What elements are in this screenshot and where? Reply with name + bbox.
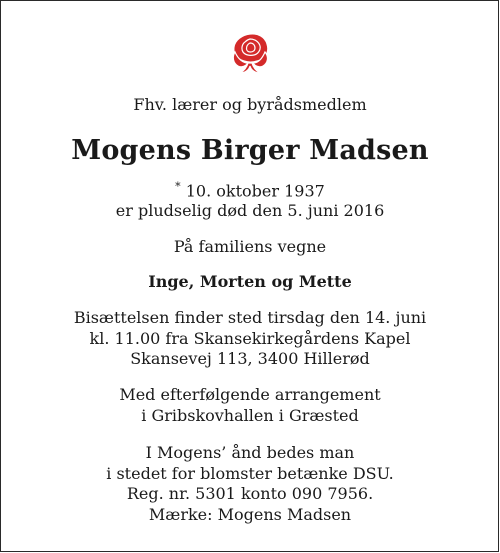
birth-date-text: 10. oktober 1937 bbox=[185, 181, 325, 201]
donation-line: I Mogens’ ånd bedes man bbox=[145, 443, 355, 462]
funeral-info bbox=[0, 308, 500, 370]
birth-date bbox=[0, 180, 500, 200]
rose-icon bbox=[227, 30, 273, 76]
funeral-line: kl. 11.00 fra Skansekirkegårdens Kapel bbox=[89, 328, 411, 348]
subtitle: Fhv. lærer og byrådsmedlem bbox=[133, 95, 367, 114]
donation-line: i stedet for blomster betænke DSU. bbox=[106, 463, 394, 483]
arrangement-line: i Gribskovhallen i Græsted bbox=[141, 405, 359, 425]
arrangement-line: Med efterfølgende arrangement bbox=[119, 385, 381, 404]
donation-info bbox=[0, 443, 500, 525]
donation-line: Reg. nr. 5301 konto 090 7956. bbox=[126, 484, 374, 503]
family-names: Inge, Morten og Mette bbox=[148, 272, 352, 291]
deceased-name: Mogens Birger Madsen bbox=[71, 135, 429, 166]
donation-line: Mærke: Mogens Madsen bbox=[148, 504, 352, 524]
on-behalf: På familiens vegne bbox=[173, 237, 327, 256]
birth-mark: * bbox=[175, 180, 181, 193]
death-date: er pludselig død den 5. juni 2016 bbox=[115, 201, 385, 220]
arrangement-info bbox=[0, 385, 500, 426]
funeral-line: Bisættelsen finder sted tirsdag den 14. juni bbox=[73, 308, 427, 327]
funeral-line: Skansevej 113, 3400 Hillerød bbox=[130, 349, 370, 368]
